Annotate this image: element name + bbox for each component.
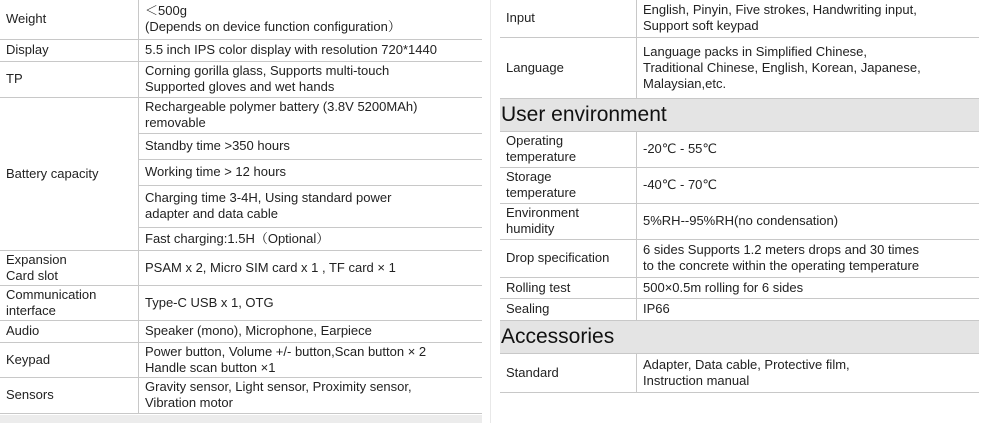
spec-table-right (500, 0, 979, 393)
spec-row-storage-temperature (500, 167, 979, 203)
label-line: Environment (506, 205, 579, 220)
spec-value: 500×0.5m rolling for 6 sides (637, 277, 980, 298)
spec-label: Standard (500, 353, 637, 392)
value-line: Vibration motor (145, 395, 233, 410)
spec-label (500, 203, 637, 239)
value-line: Handle scan button ×1 (145, 359, 276, 375)
spec-label: Rolling test (500, 277, 637, 298)
spec-value: Speaker (mono), Microphone, Earpiece (139, 320, 483, 342)
spec-value: PSAM x 2, Micro SIM card x 1 , TF card × 1 (139, 250, 483, 285)
spec-value: Working time > 12 hours (139, 159, 483, 185)
spec-value (139, 342, 483, 377)
label-line: interface (6, 302, 56, 318)
spec-row-audio (0, 320, 482, 342)
value-line: ＜500g (145, 3, 187, 19)
value-line: Instruction manual (643, 372, 750, 388)
spec-value: Type-C USB x 1, OTG (139, 285, 483, 320)
spec-label (500, 167, 637, 203)
spec-row-drop-specification (500, 239, 979, 277)
spec-value (139, 377, 483, 413)
spec-value (139, 0, 483, 39)
spec-value: Fast charging:1.5H（Optional） (139, 227, 483, 250)
spec-value (637, 239, 980, 277)
spec-row-keypad (0, 342, 482, 377)
section-user-environment (500, 98, 979, 131)
value-line: to the concrete within the operating temperature (643, 258, 920, 273)
section-title: Accessories (500, 320, 979, 353)
spec-row-tp (0, 61, 482, 97)
value-line: Traditional Chinese, English, Korean, Japanese, (643, 59, 921, 75)
spec-row-standard (500, 353, 979, 392)
value-line: Supported gloves and wet hands (145, 79, 335, 94)
spec-row-language (500, 37, 979, 98)
spec-label: Display (0, 39, 139, 61)
spec-label: Battery capacity (0, 97, 139, 250)
value-line: Rechargeable polymer battery (3.8V 5200MAh) (145, 99, 418, 114)
spec-row-expansion (0, 250, 482, 285)
spec-row-communication (0, 285, 482, 320)
value-line: Malaysian,etc. (643, 75, 727, 91)
section-accessories (500, 320, 979, 353)
spec-value: Standby time >350 hours (139, 133, 483, 159)
spec-label: TP (0, 61, 139, 97)
label-line: Storage (506, 169, 552, 184)
spec-value: 5%RH--95%RH(no condensation) (637, 203, 980, 239)
spec-label: Sensors (0, 377, 139, 413)
spec-value (139, 61, 483, 97)
spec-table-left (0, 0, 482, 414)
label-line: Card slot (6, 267, 59, 283)
value-line: 6 sides Supports 1.2 meters drops and 30 times (643, 242, 920, 257)
spec-row-environment-humidity (500, 203, 979, 239)
spec-label (0, 285, 139, 320)
spec-label: Sealing (500, 298, 637, 320)
spec-value (139, 97, 483, 133)
value-line: Power button, Volume +/- button,Scan button × 2 (145, 343, 427, 359)
column-divider (490, 0, 491, 423)
spec-label: Keypad (0, 342, 139, 377)
value-line: Adapter, Data cable, Protective film, (643, 356, 850, 372)
spec-row-sealing (500, 298, 979, 320)
spec-row-rolling-test (500, 277, 979, 298)
spec-value: IP66 (637, 298, 980, 320)
spec-label (500, 131, 637, 167)
label-line: Expansion (6, 251, 67, 267)
label-line: temperature (506, 185, 577, 200)
spec-label: Language (500, 37, 637, 98)
value-line: Language packs in Simplified Chinese, (643, 43, 868, 59)
spec-value (637, 37, 980, 98)
spec-row-battery (0, 97, 482, 133)
spec-label: Drop specification (500, 239, 637, 277)
spec-row-sensors (0, 377, 482, 413)
spec-value: -40℃ - 70℃ (637, 167, 980, 203)
spec-label: Audio (0, 320, 139, 342)
value-line: adapter and data cable (145, 206, 278, 221)
spec-value: -20℃ - 55℃ (637, 131, 980, 167)
spec-value: 5.5 inch IPS color display with resolution 720*1440 (139, 39, 483, 61)
footer-band (0, 415, 482, 423)
value-line: (Depends on device function configuration） (145, 19, 401, 35)
spec-row-operating-temperature (500, 131, 979, 167)
spec-value (139, 185, 483, 227)
spec-label: Input (500, 0, 637, 37)
section-title: User environment (500, 98, 979, 131)
value-line: English, Pinyin, Five strokes, Handwriting input, (643, 2, 917, 18)
spec-value (637, 353, 980, 392)
label-line: temperature (506, 149, 577, 164)
spec-label: Weight (0, 0, 139, 39)
value-line: Charging time 3-4H, Using standard power (145, 190, 392, 205)
spec-row-input (500, 0, 979, 37)
value-line: Support soft keypad (643, 18, 759, 34)
value-line: removable (145, 115, 206, 130)
value-line: Corning gorilla glass, Supports multi-touch (145, 63, 390, 78)
spec-label (0, 250, 139, 285)
label-line: Operating (506, 133, 564, 148)
spec-value (637, 0, 980, 37)
value-line: Gravity sensor, Light sensor, Proximity sensor, (145, 379, 412, 394)
label-line: Communication (6, 286, 97, 302)
label-line: humidity (506, 221, 555, 236)
spec-row-weight (0, 0, 482, 39)
spec-row-display (0, 39, 482, 61)
